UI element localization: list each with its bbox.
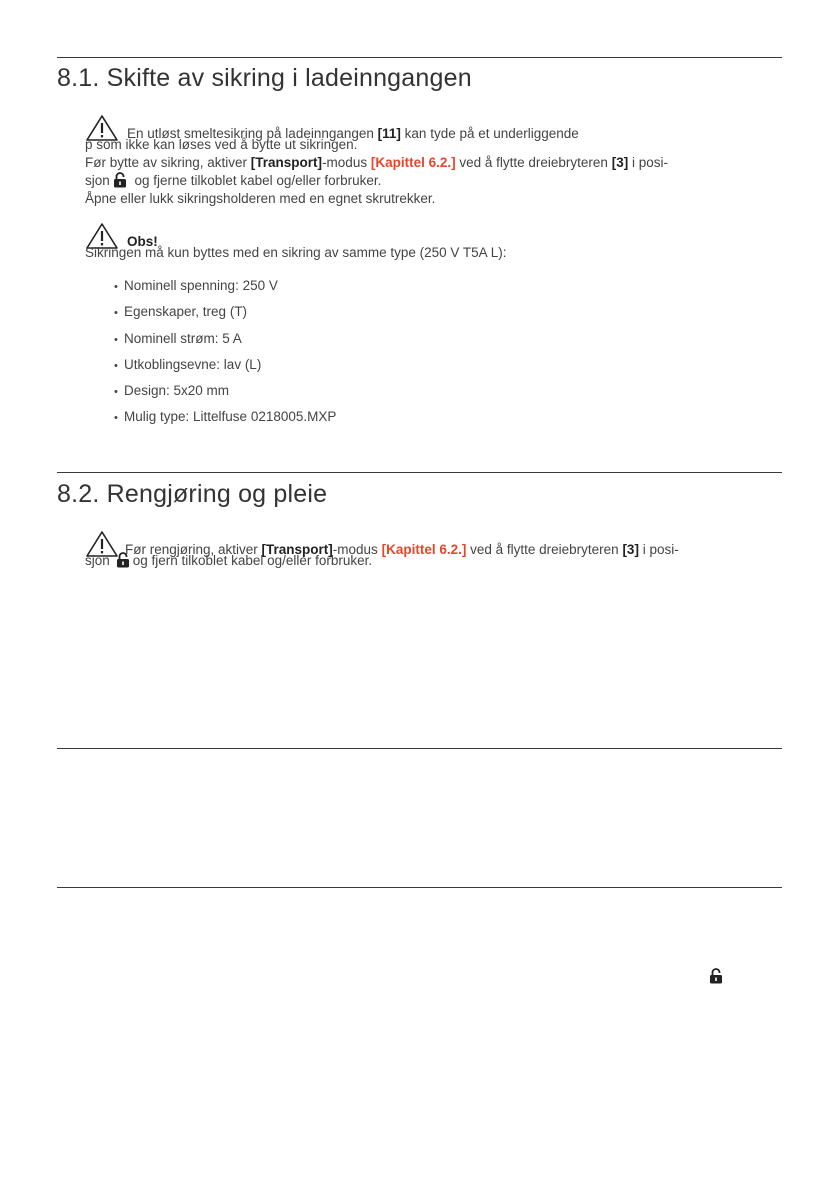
text: -modus [322, 155, 371, 170]
text: En utløst smeltesikring på ladeinngangen [127, 126, 378, 141]
text: ved å flytte dreiebryteren [466, 542, 623, 557]
list-item: • Mulig type: Littelfuse 0218005.MXP [114, 409, 336, 435]
section-divider [57, 472, 782, 473]
note-title: Obs! [127, 234, 158, 249]
warning-line-1 [85, 530, 785, 557]
text: Før bytte av sikring, aktiver [85, 155, 251, 170]
list-item: • Nominell strøm: 5 A [114, 331, 336, 357]
list-item: • Utkoblingsevne: lav (L) [114, 357, 336, 383]
lock-open-icon [709, 968, 723, 984]
section-title-8-2: 8.2. Rengjøring og pleie [57, 480, 328, 508]
warning-line-2: p som ikke kan løses ved å bytte ut sikringen. [85, 137, 358, 152]
fuse-spec-list [114, 278, 336, 436]
text: -modus [332, 542, 382, 557]
cleaning-warning-block [85, 530, 785, 570]
transport-mode-label: [Transport] [261, 542, 333, 557]
section-divider [57, 748, 782, 749]
section-title-8-1: 8.1. Skifte av sikring i ladeinngangen [57, 64, 472, 92]
list-item: • Design: 5x20 mm [114, 383, 336, 409]
list-item: • Nominell spenning: 250 V [114, 278, 336, 304]
warning-line-1 [85, 114, 785, 141]
section-divider [57, 887, 782, 888]
transport-mode-label: [Transport] [250, 155, 323, 170]
note-title-line [85, 222, 785, 249]
warning-line-4 [85, 172, 785, 190]
chapter-6-2-link[interactable]: [Kapittel 6.2.] [381, 542, 467, 557]
text: og fjern tilkoblet kabel og/eller forbruker. [132, 553, 373, 568]
reference-11: [11] [377, 126, 401, 141]
text: sjon [85, 553, 110, 568]
reference-3: [3] [611, 155, 629, 170]
text: og fjerne tilkoblet kabel og/eller forbruker. [130, 173, 382, 188]
chapter-6-2-link[interactable]: [Kapittel 6.2.] [370, 155, 456, 170]
lock-open-icon [116, 552, 130, 568]
text: sjon [85, 173, 110, 188]
list-item: • Egenskaper, treg (T) [114, 304, 336, 330]
note-block [85, 222, 785, 262]
reference-3: [3] [622, 542, 639, 557]
fuse-warning-block [85, 114, 785, 208]
text: kan tyde på et underliggende [400, 126, 579, 141]
lock-open-icon [113, 172, 127, 188]
text: i posi- [628, 155, 668, 170]
text: i posi- [638, 542, 679, 557]
warning-line-3 [85, 154, 785, 172]
text: Før rengjøring, aktiver [125, 542, 262, 557]
text: ved å flytte dreiebryteren [455, 155, 612, 170]
note-intro: Sikringen må kun byttes med en sikring av samme type (250 V T5A L): [85, 245, 507, 260]
section-divider [57, 57, 782, 58]
warning-line-5: Åpne eller lukk sikringsholderen med en egnet skrutrekker. [85, 191, 436, 206]
